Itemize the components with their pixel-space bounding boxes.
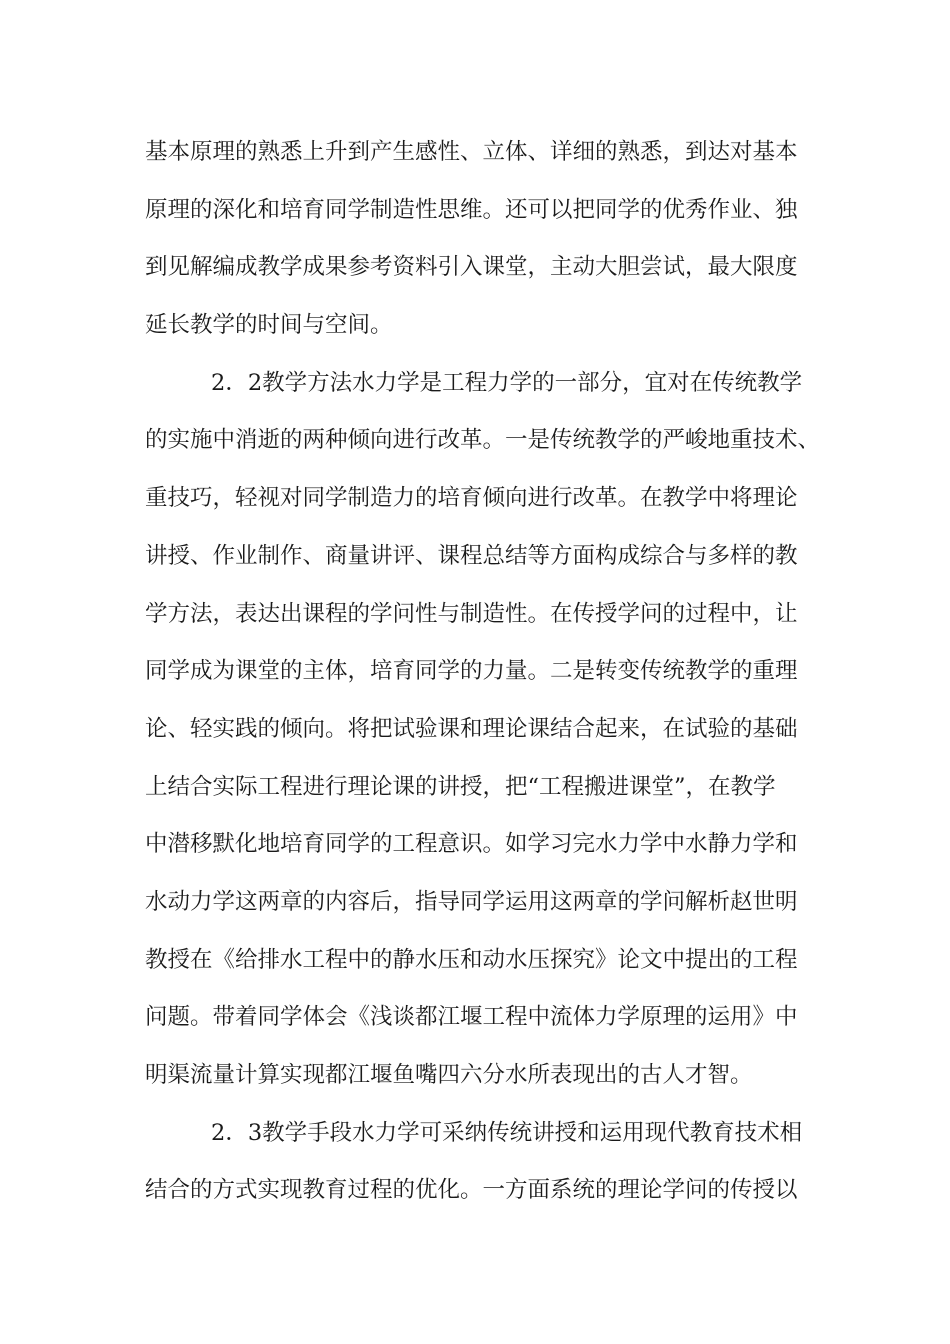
text-line: 同学成为课堂的主体，培育同学的力量。二是转变传统教学的重理 — [145, 658, 798, 685]
text-line: 中潜移默化地培育同学的工程意识。如学习完水力学中水静力学和 — [145, 831, 798, 858]
text-line: 水动力学这两章的内容后，指导同学运用这两章的学问解析赵世明 — [145, 888, 798, 915]
text-line: 原理的深化和培育同学制造性思维。还可以把同学的优秀作业、独 — [145, 196, 798, 223]
text-line: 延长教学的时间与空间。 — [145, 312, 393, 339]
paragraph-continuation — [145, 132, 825, 363]
text-line: 教授在《给排水工程中的静水压和动水压探究》论文中提出的工程 — [145, 946, 798, 973]
text-line: 2．2教学方法水力学是工程力学的一部分，宜对在传统教学 — [211, 369, 803, 396]
text-line: 2．3教学手段水力学可采纳传统讲授和运用现代教育技术相 — [211, 1119, 803, 1146]
text-line: 结合的方式实现教育过程的优化。一方面系统的理论学问的传授以 — [145, 1177, 798, 1204]
text-line: 基本原理的熟悉上升到产生感性、立体、详细的熟悉，到达对基本 — [145, 139, 798, 165]
text-line: 明渠流量计算实现都江堰鱼嘴四六分水所表现出的古人才智。 — [145, 1062, 753, 1088]
text-line: 上结合实际工程进行理论课的讲授，把“工程搬进课堂”，在教学 — [145, 773, 776, 800]
paragraph-teaching-means — [145, 1113, 825, 1228]
text-line: 讲授、作业制作、商量讲评、课程总结等方面构成综合与多样的教 — [145, 542, 798, 569]
text-line: 问题。带着同学体会《浅谈都江堰工程中流体力学原理的运用》中 — [145, 1004, 798, 1031]
paragraph-teaching-methods — [145, 363, 825, 1113]
text-line: 到见解编成教学成果参考资料引入课堂，主动大胆尝试，最大限度 — [145, 254, 798, 281]
text-line: 重技巧，轻视对同学制造力的培育倾向进行改革。在教学中将理论 — [145, 485, 798, 512]
text-line: 的实施中消逝的两种倾向进行改革。一是传统教学的严峻地重技术、 — [145, 427, 821, 454]
text-line: 学方法，表达出课程的学问性与制造性。在传授学问的过程中，让 — [145, 600, 798, 627]
body-text — [145, 132, 825, 1228]
text-line: 论、轻实践的倾向。将把试验课和理论课结合起来，在试验的基础 — [145, 715, 798, 742]
